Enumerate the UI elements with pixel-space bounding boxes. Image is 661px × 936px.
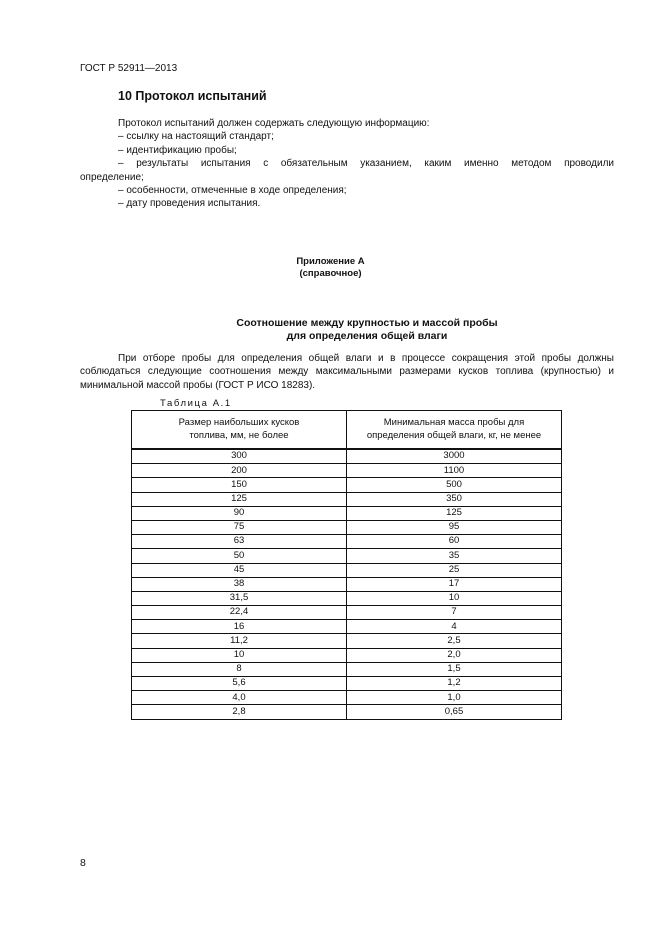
document-header: ГОСТ Р 52911—2013 <box>80 63 178 74</box>
cell-mass: 350 <box>347 492 562 506</box>
cell-size: 63 <box>132 535 347 549</box>
section-title: 10 Протокол испытаний <box>118 89 267 103</box>
cell-mass: 2,5 <box>347 634 562 648</box>
table-row <box>132 449 562 464</box>
appendix-title-line1: Соотношение между крупностью и массой пробы <box>236 317 498 329</box>
list-item: – ссылку на настоящий стандарт; <box>118 131 274 143</box>
cell-mass: 10 <box>347 591 562 605</box>
table-row <box>132 606 562 620</box>
cell-size: 5,6 <box>132 677 347 691</box>
list-item-continuation: определение; <box>80 171 144 183</box>
table-row <box>132 549 562 563</box>
cell-size: 50 <box>132 549 347 563</box>
table-row <box>132 705 562 719</box>
cell-size: 11,2 <box>132 634 347 648</box>
list-item: – идентификацию пробы; <box>118 144 237 156</box>
cell-mass: 17 <box>347 577 562 591</box>
table-row <box>132 648 562 662</box>
cell-mass: 1,2 <box>347 677 562 691</box>
list-item: – особенности, отмеченные в ходе определения; <box>118 185 347 197</box>
cell-size: 45 <box>132 563 347 577</box>
table-row <box>132 478 562 492</box>
table-row <box>132 591 562 605</box>
appendix-text-line: минимальной массой пробы (ГОСТ Р ИСО 18283). <box>80 379 316 391</box>
cell-size: 200 <box>132 464 347 478</box>
appendix-label: Приложение А <box>296 256 365 267</box>
cell-size: 2,8 <box>132 705 347 719</box>
cell-size: 90 <box>132 506 347 520</box>
appendix-title-line2: для определения общей влаги <box>286 330 448 342</box>
column-header-size: Размер наибольших кусков топлива, мм, не более <box>132 411 347 450</box>
table-row <box>132 677 562 691</box>
appendix-text-line: При отборе пробы для определения общей влаги и в процессе сокращения этой пробы должны <box>118 353 614 364</box>
cell-mass: 500 <box>347 478 562 492</box>
cell-mass: 2,0 <box>347 648 562 662</box>
table-row <box>132 620 562 634</box>
size-mass-table <box>131 410 562 720</box>
cell-mass: 25 <box>347 563 562 577</box>
list-item: – результаты испытания с обязательным указанием, каким именно методом проводили <box>118 158 614 170</box>
table-row <box>132 535 562 549</box>
page-number: 8 <box>80 857 86 869</box>
table-row <box>132 691 562 705</box>
cell-size: 38 <box>132 577 347 591</box>
cell-mass: 1100 <box>347 464 562 478</box>
cell-mass: 1,0 <box>347 691 562 705</box>
cell-size: 8 <box>132 662 347 676</box>
section-body <box>80 117 614 211</box>
column-header-mass: Минимальная масса пробы для определения общей влаги, кг, не менее <box>347 411 562 450</box>
list-item: – дату проведения испытания. <box>118 198 261 210</box>
table-row <box>132 577 562 591</box>
table-row <box>132 563 562 577</box>
cell-size: 22,4 <box>132 606 347 620</box>
cell-size: 10 <box>132 648 347 662</box>
cell-size: 16 <box>132 620 347 634</box>
cell-mass: 0,65 <box>347 705 562 719</box>
cell-mass: 3000 <box>347 449 562 464</box>
appendix-text-line: соблюдаться следующие соотношения между максимальными размерами кусков топлива (крупностью) и <box>80 366 614 378</box>
table-caption: Таблица А.1 <box>160 398 232 409</box>
cell-size: 300 <box>132 449 347 464</box>
table-row <box>132 506 562 520</box>
cell-mass: 60 <box>347 535 562 549</box>
cell-mass: 125 <box>347 506 562 520</box>
cell-size: 31,5 <box>132 591 347 605</box>
cell-size: 4,0 <box>132 691 347 705</box>
cell-mass: 95 <box>347 520 562 534</box>
appendix-kind: (справочное) <box>299 268 362 279</box>
table-row <box>132 492 562 506</box>
appendix-text <box>80 352 614 392</box>
table-row <box>132 634 562 648</box>
cell-mass: 1,5 <box>347 662 562 676</box>
cell-size: 150 <box>132 478 347 492</box>
table-header-row <box>132 411 562 450</box>
cell-mass: 7 <box>347 606 562 620</box>
cell-mass: 35 <box>347 549 562 563</box>
cell-size: 75 <box>132 520 347 534</box>
cell-mass: 4 <box>347 620 562 634</box>
cell-size: 125 <box>132 492 347 506</box>
table-row <box>132 520 562 534</box>
table-row <box>132 464 562 478</box>
table-row <box>132 662 562 676</box>
section-intro: Протокол испытаний должен содержать следующую информацию: <box>118 118 430 129</box>
